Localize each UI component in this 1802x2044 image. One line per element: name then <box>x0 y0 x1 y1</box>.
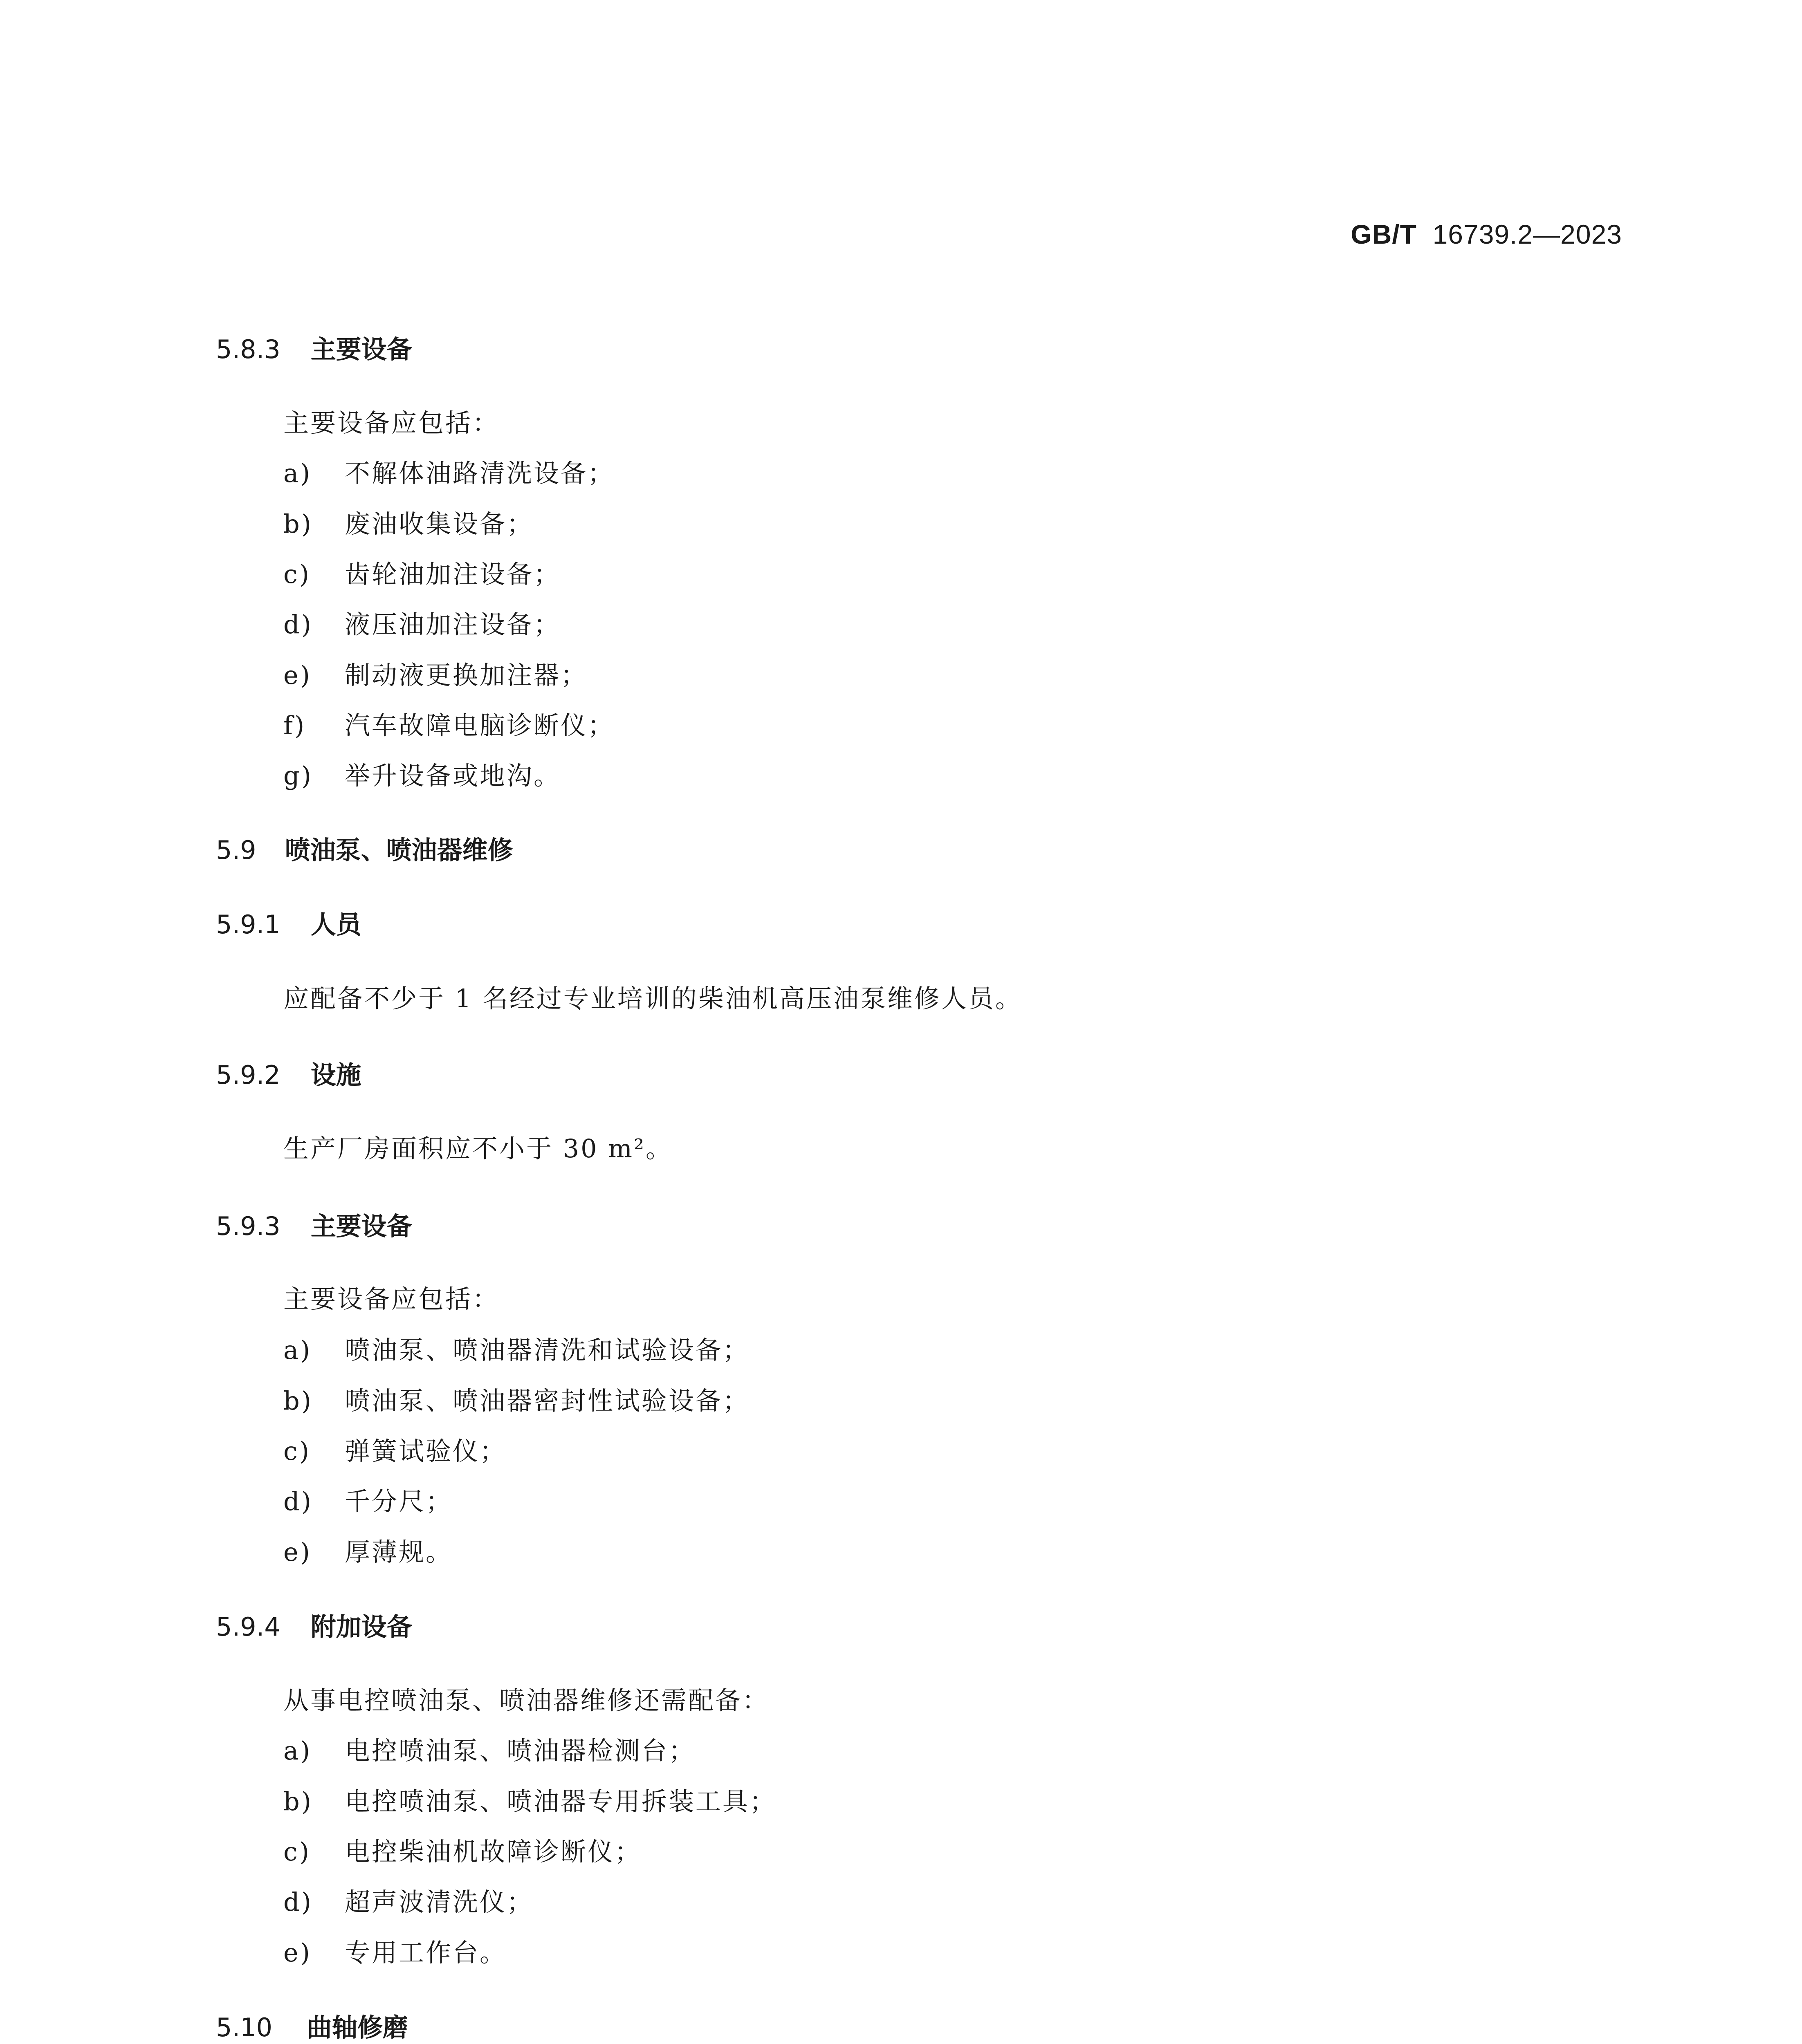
section-title: 主要设备 <box>310 1211 412 1241</box>
list-text: 不解体油路清洗设备； <box>345 458 615 488</box>
list-label: b) <box>283 1386 313 1416</box>
list-item <box>283 604 561 641</box>
section-heading-5-10 <box>216 2007 408 2044</box>
standard-code-prefix: GB/T <box>1351 219 1417 249</box>
section-number: 5.9.2 <box>216 1060 281 1090</box>
list-item <box>283 1730 696 1767</box>
list-text: 举升设备或地沟。 <box>345 761 561 791</box>
list-text: 汽车故障电脑诊断仪； <box>345 710 615 740</box>
paragraph-text: 应配备不少于 1 名经过专业培训的柴油机高压油泵维修人员。 <box>283 984 1022 1013</box>
list-label: a) <box>283 458 312 488</box>
section-heading-5-9 <box>216 830 513 866</box>
list-item <box>283 1481 453 1517</box>
list-label: c) <box>283 1436 311 1466</box>
list-text: 电控喷油泵、喷油器专用拆装工具； <box>345 1786 777 1816</box>
list-label: a) <box>283 1736 312 1766</box>
list-text: 制动液更换加注器； <box>345 660 588 690</box>
section-number: 5.9 <box>216 835 256 865</box>
list-text: 齿轮油加注设备； <box>345 559 561 589</box>
section-heading-5-8-3 <box>216 329 412 365</box>
section-heading-5-9-2 <box>216 1055 361 1091</box>
list-text: 专用工作台。 <box>345 1938 507 1968</box>
paragraph-text: 生产厂房面积应不小于 30 m²。 <box>283 1134 673 1163</box>
list-text: 弹簧试验仪； <box>345 1436 507 1466</box>
list-item <box>283 554 561 590</box>
section-title: 喷油泵、喷油器维修 <box>285 835 513 865</box>
list-label: f) <box>283 710 306 740</box>
list-text: 废油收集设备； <box>345 509 534 539</box>
list-label: d) <box>283 1486 313 1516</box>
section-number: 5.9.4 <box>216 1612 281 1642</box>
list-label: d) <box>283 1887 313 1917</box>
section-title: 曲轴修磨 <box>307 2013 408 2042</box>
section-heading-5-9-1 <box>216 904 361 941</box>
list-item <box>283 1330 750 1366</box>
list-item <box>283 504 534 540</box>
list-item <box>283 1381 750 1417</box>
list-item <box>283 1781 776 1818</box>
list-item <box>283 755 561 792</box>
section-title: 附加设备 <box>310 1612 412 1642</box>
list-text: 喷油泵、喷油器密封性试验设备； <box>345 1386 750 1416</box>
standard-code <box>1351 219 1622 250</box>
list-item <box>283 453 615 489</box>
list-text: 电控喷油泵、喷油器检测台； <box>345 1736 696 1766</box>
list-label: c) <box>283 559 311 589</box>
list-item <box>283 1882 534 1918</box>
section-heading-5-9-4 <box>216 1607 412 1643</box>
list-text: 千分尺； <box>345 1486 453 1516</box>
paragraph-intro: 从事电控喷油泵、喷油器维修还需配备： <box>283 1685 770 1715</box>
list-label: e) <box>283 660 312 690</box>
list-item <box>283 655 588 691</box>
list-text: 电控柴油机故障诊断仪； <box>345 1837 642 1867</box>
section-number: 5.8.3 <box>216 334 281 364</box>
list-item <box>283 705 615 742</box>
list-label: g) <box>283 761 313 791</box>
standard-code-number: 16739.2—2023 <box>1432 219 1622 249</box>
list-item <box>283 1532 453 1568</box>
paragraph-intro: 主要设备应包括： <box>283 408 500 438</box>
list-text: 厚薄规。 <box>345 1537 453 1567</box>
list-label: b) <box>283 509 313 539</box>
list-text: 喷油泵、喷油器清洗和试验设备； <box>345 1335 750 1365</box>
section-title: 主要设备 <box>310 334 412 364</box>
list-label: b) <box>283 1786 313 1816</box>
section-title: 设施 <box>310 1060 361 1090</box>
paragraph-intro: 主要设备应包括： <box>283 1284 500 1314</box>
list-label: c) <box>283 1837 311 1867</box>
list-item <box>283 1431 507 1467</box>
section-title: 人员 <box>310 910 361 939</box>
section-number: 5.9.3 <box>216 1211 281 1241</box>
section-number: 5.10 <box>216 2013 273 2042</box>
list-text: 超声波清洗仪； <box>345 1887 534 1917</box>
list-text: 液压油加注设备； <box>345 610 561 639</box>
list-label: a) <box>283 1335 312 1365</box>
list-item <box>283 1932 507 1969</box>
section-number: 5.9.1 <box>216 910 281 939</box>
list-label: d) <box>283 610 313 639</box>
section-heading-5-9-3 <box>216 1206 412 1242</box>
list-label: e) <box>283 1537 312 1567</box>
list-label: e) <box>283 1938 312 1968</box>
list-item <box>283 1831 642 1868</box>
